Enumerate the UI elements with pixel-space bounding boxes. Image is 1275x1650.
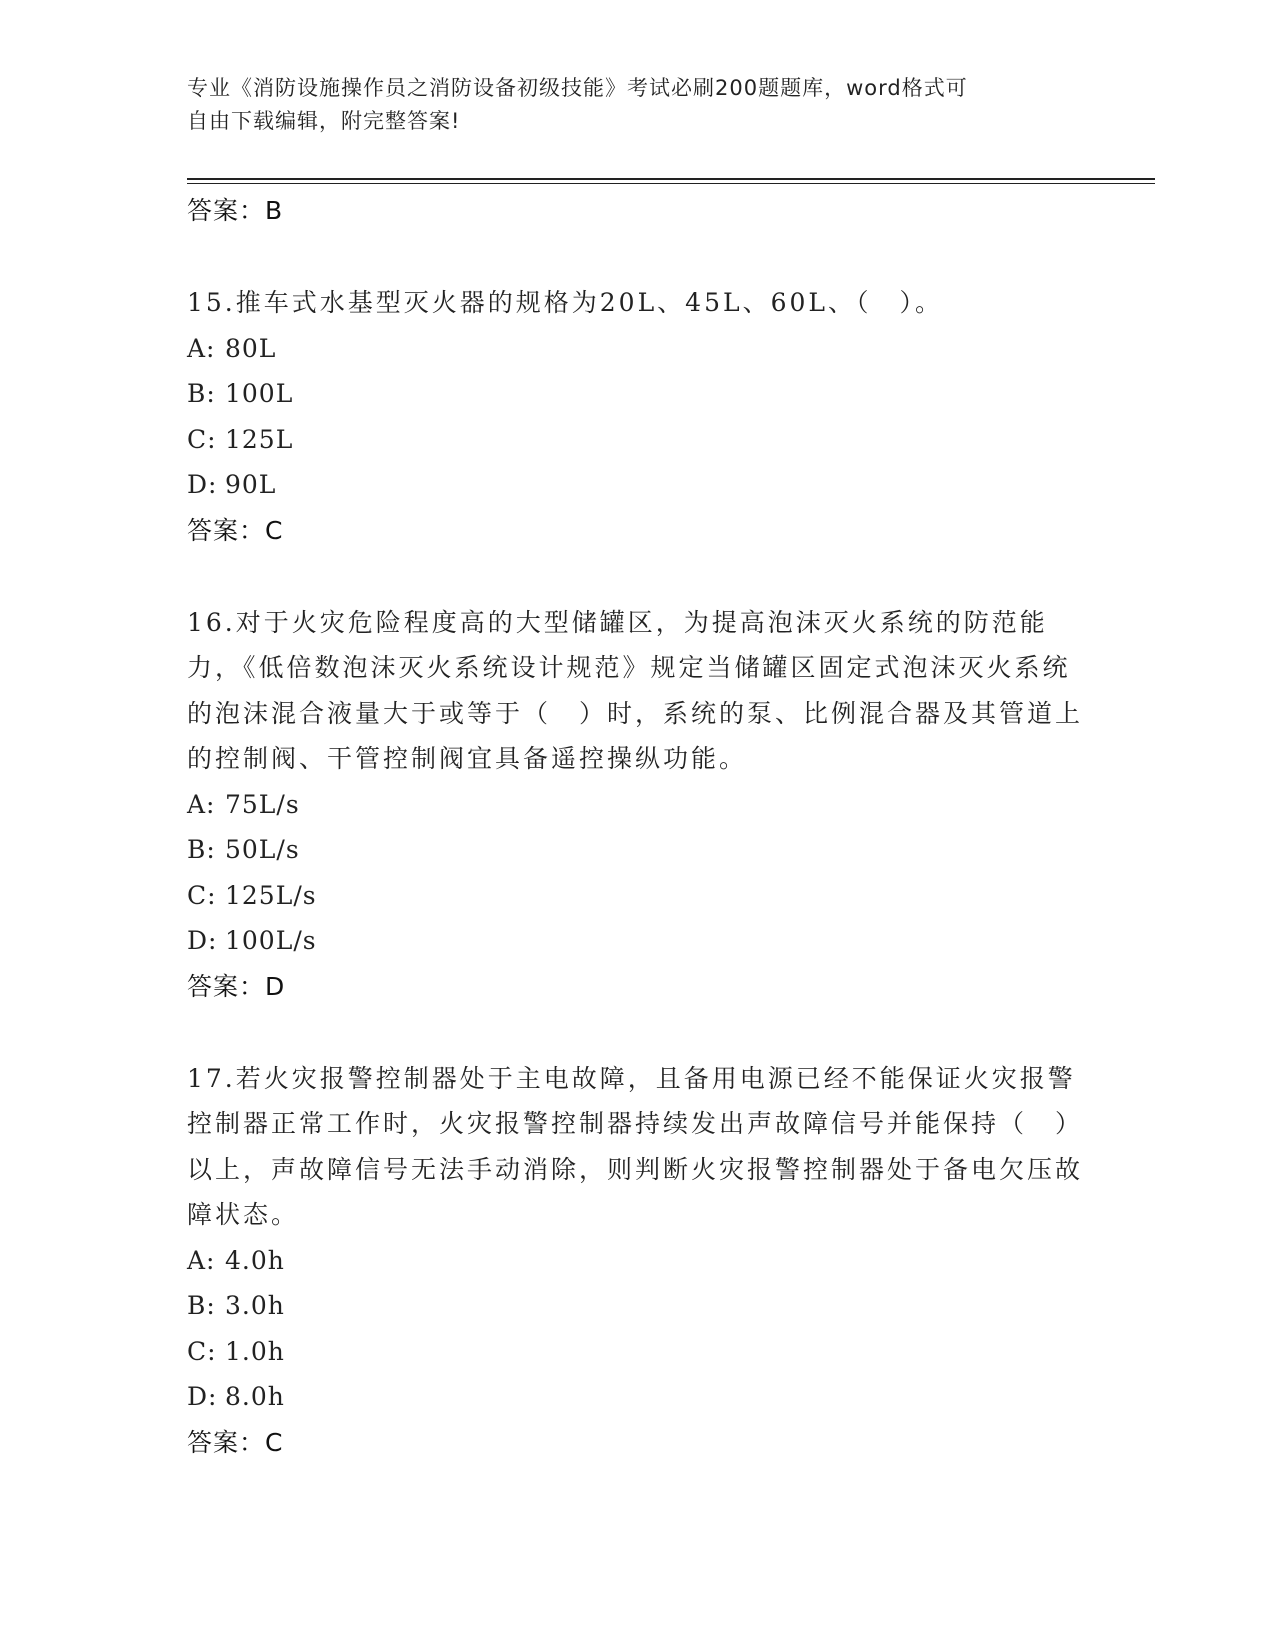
option-value: 4.0h: [225, 1245, 285, 1275]
answer-line: 答案：D: [187, 971, 286, 1001]
option-value: 3.0h: [225, 1291, 285, 1320]
question-block: [187, 1056, 1087, 1466]
option-key: B:: [187, 1291, 216, 1320]
question-text: 17.若火灾报警控制器处于主电故障，且备用电源已经不能保证火灾报警控制器正常工作时，火灾报警控制器持续发出声故障信号并能保持（ ）以上，声故障信号无法手动消除，则判断火灾报警控制器处于备电欠压故障状态。: [187, 1063, 1084, 1229]
header-line-2: 自由下载编辑，附完整答案!: [187, 109, 461, 133]
option-value: 100L: [225, 379, 294, 408]
option-value: 1.0h: [225, 1336, 285, 1366]
answer-line: 答案：C: [187, 515, 284, 545]
option-b: [187, 1283, 1087, 1329]
option-b: [187, 827, 1087, 873]
option-key: B:: [187, 835, 216, 864]
question-text: 16.对于火灾危险程度高的大型储罐区，为提高泡沫灭火系统的防范能力，《低倍数泡沫灭火系统设计规范》规定当储罐区固定式泡沫灭火系统的泡沫混合液量大于或等于（ ）时，系统的泵、比例混合器及其管道上的控制阀、干管控制阀宜具备遥控操纵功能。: [187, 607, 1084, 773]
option-value: 80L: [225, 333, 277, 363]
option-value: 100L/s: [225, 926, 317, 955]
document-body: [187, 188, 1087, 1466]
option-key: D:: [187, 926, 218, 955]
header-line-1: 专业《消防设施操作员之消防设备初级技能》考试必刷200题题库，word格式可: [187, 76, 968, 100]
option-value: 8.0h: [225, 1382, 285, 1411]
option-key: A:: [187, 333, 216, 363]
option-a: [187, 326, 1087, 372]
header-divider-thick: [187, 178, 1155, 180]
option-d: [187, 1374, 1087, 1420]
question-block: [187, 280, 1087, 554]
option-c: [187, 1329, 1087, 1375]
question-text: 15.推车式水基型灭火器的规格为20L、45L、60L、（ ）。: [187, 288, 943, 317]
option-value: 90L: [225, 470, 277, 499]
option-key: D:: [187, 470, 218, 499]
option-key: A:: [187, 789, 216, 819]
option-b: [187, 371, 1087, 417]
option-value: 50L/s: [225, 835, 300, 864]
option-c: [187, 417, 1087, 463]
option-value: 75L/s: [225, 789, 300, 819]
question-block: [187, 600, 1087, 1010]
document-header: [187, 72, 1087, 138]
option-key: C:: [187, 1336, 217, 1366]
option-key: A:: [187, 1245, 216, 1275]
option-a: [187, 1238, 1087, 1284]
option-value: 125L/s: [225, 880, 317, 910]
answer-line: 答案：C: [187, 1427, 284, 1457]
option-d: [187, 462, 1087, 508]
answer-line: 答案：B: [187, 196, 284, 225]
option-d: [187, 918, 1087, 964]
option-c: [187, 873, 1087, 919]
option-key: C:: [187, 880, 217, 910]
option-a: [187, 782, 1087, 828]
option-key: C:: [187, 424, 217, 454]
option-key: B:: [187, 379, 216, 408]
option-value: 125L: [225, 424, 294, 454]
option-key: D:: [187, 1382, 218, 1411]
header-divider-thin: [187, 183, 1155, 184]
